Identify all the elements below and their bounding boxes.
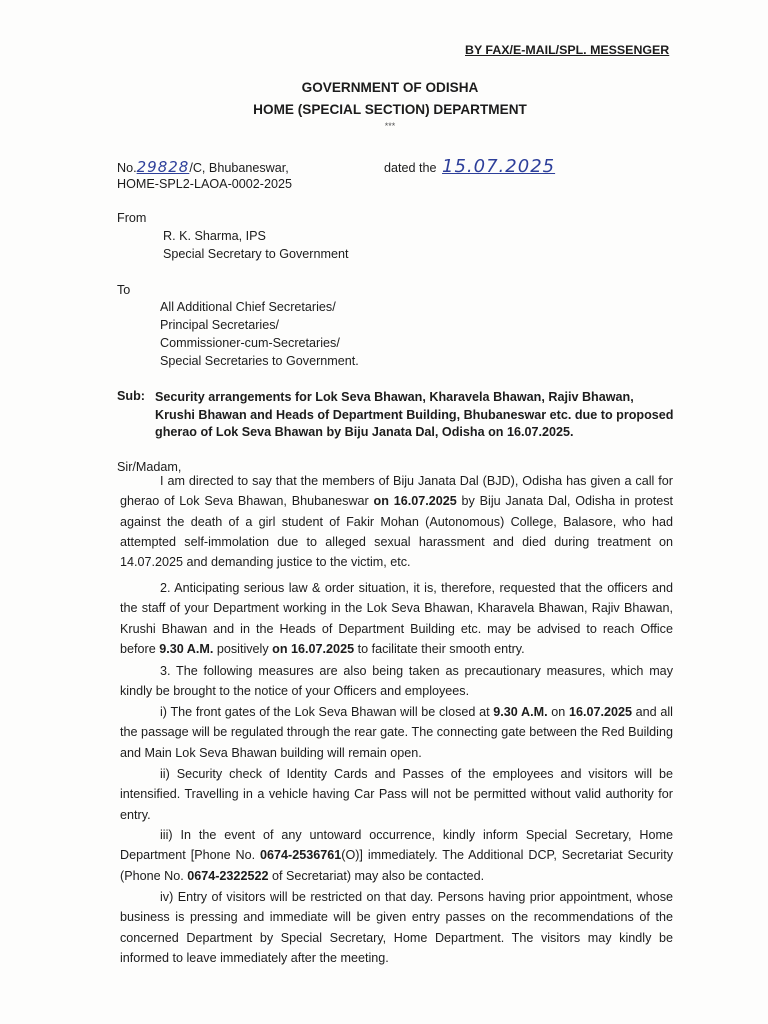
measure-iv: iv) Entry of visitors will be restricted on that day. Persons having prior appointment, whose business is pressing and immediate will be given entry passes on the recommendations of the concerned Department by Special Secretary, Home Department. The visitors may kindly be informed to leave immediately after the meeting.	[120, 890, 673, 965]
department-title: HOME (SPECIAL SECTION) DEPARTMENT	[253, 102, 527, 117]
ref-no-suffix: /C, Bhubaneswar,	[189, 161, 289, 175]
ref-no-label: No.	[117, 161, 137, 175]
to-label: To	[117, 283, 131, 297]
from-name: R. K. Sharma, IPS	[163, 229, 266, 243]
salutation: Sir/Madam,	[117, 460, 182, 474]
measure-iii: iii) In the event of any untoward occurrence, kindly inform Special Secretary, Home Department [Phone No. 0674-2536761(O)] immediately. The Additional DCP, Secretariat Security (Phone No. 0674-2322522 of Secretariat) may also be contacted.	[120, 828, 673, 883]
paragraph-2: 2. Anticipating serious law & order situation, it is, therefore, requested that the officers and the staff of your Department working in the Lok Seva Bhawan, Kharavela Bhawan, Rajiv Bhawan, Krushi Bhawan and in the Heads of Department Building etc. may be advised to reach Office before 9.30 A.M. positively on 16.07.2025 to facilitate their smooth entry.	[120, 581, 673, 656]
paragraph-1: I am directed to say that the members of Biju Janata Dal (BJD), Odisha has given a call for gherao of Lok Seva Bhawan, Bhubaneswar on 16.07.2025 by Biju Janata Dal, Odisha in protest against the death of a girl student of Fakir Mohan (Autonomous) College, Balasore, who had attempted self-immolation due to alleged sexual harassment and died during treatment on 14.07.2025 and demanding justice to the victim, etc.	[120, 474, 673, 570]
dated-label: dated the	[384, 161, 437, 175]
subject-label: Sub:	[117, 389, 145, 403]
ref-number-line	[117, 158, 289, 176]
to-line: Special Secretaries to Government.	[160, 354, 359, 368]
from-designation: Special Secretary to Government	[163, 247, 349, 261]
dated-line	[384, 156, 555, 177]
from-label: From	[117, 211, 147, 225]
govt-title: GOVERNMENT OF ODISHA	[301, 80, 479, 95]
to-line: Principal Secretaries/	[160, 318, 279, 332]
to-line: Commissioner-cum-Secretaries/	[160, 336, 340, 350]
subject-text: Security arrangements for Lok Seva Bhawan, Kharavela Bhawan, Rajiv Bhawan, Krushi Bhawan and Heads of Department Building, Bhubaneswar etc. due to proposed gherao of Lok Seva Bhawan by Biju Janata Dal, Odisha on 16.07.2025.	[155, 390, 674, 439]
measure-i: i) The front gates of the Lok Seva Bhawan will be closed at 9.30 A.M. on 16.07.2025 and all the passage will be regulated through the rear gate. The connecting gate between the Red Building and Main Lok Seva Bhawan building will remain open.	[120, 705, 673, 760]
ref-no-handwritten: 29828	[136, 158, 190, 176]
delivery-mode: BY FAX/E-MAIL/SPL. MESSENGER	[465, 43, 670, 57]
paragraph-3: 3. The following measures are also being taken as precautionary measures, which may kindly be brought to the notice of your Officers and employees.	[120, 664, 673, 699]
measure-ii: ii) Security check of Identity Cards and Passes of the employees and visitors will be intensified. Travelling in a vehicle having Car Pass will not be permitted without valid authority for entry.	[120, 767, 673, 822]
to-line: All Additional Chief Secretaries/	[160, 300, 336, 314]
dated-handwritten: 15.07.2025	[442, 156, 556, 177]
header-mark: ***	[384, 121, 396, 131]
file-number: HOME-SPL2-LAOA-0002-2025	[117, 177, 292, 191]
